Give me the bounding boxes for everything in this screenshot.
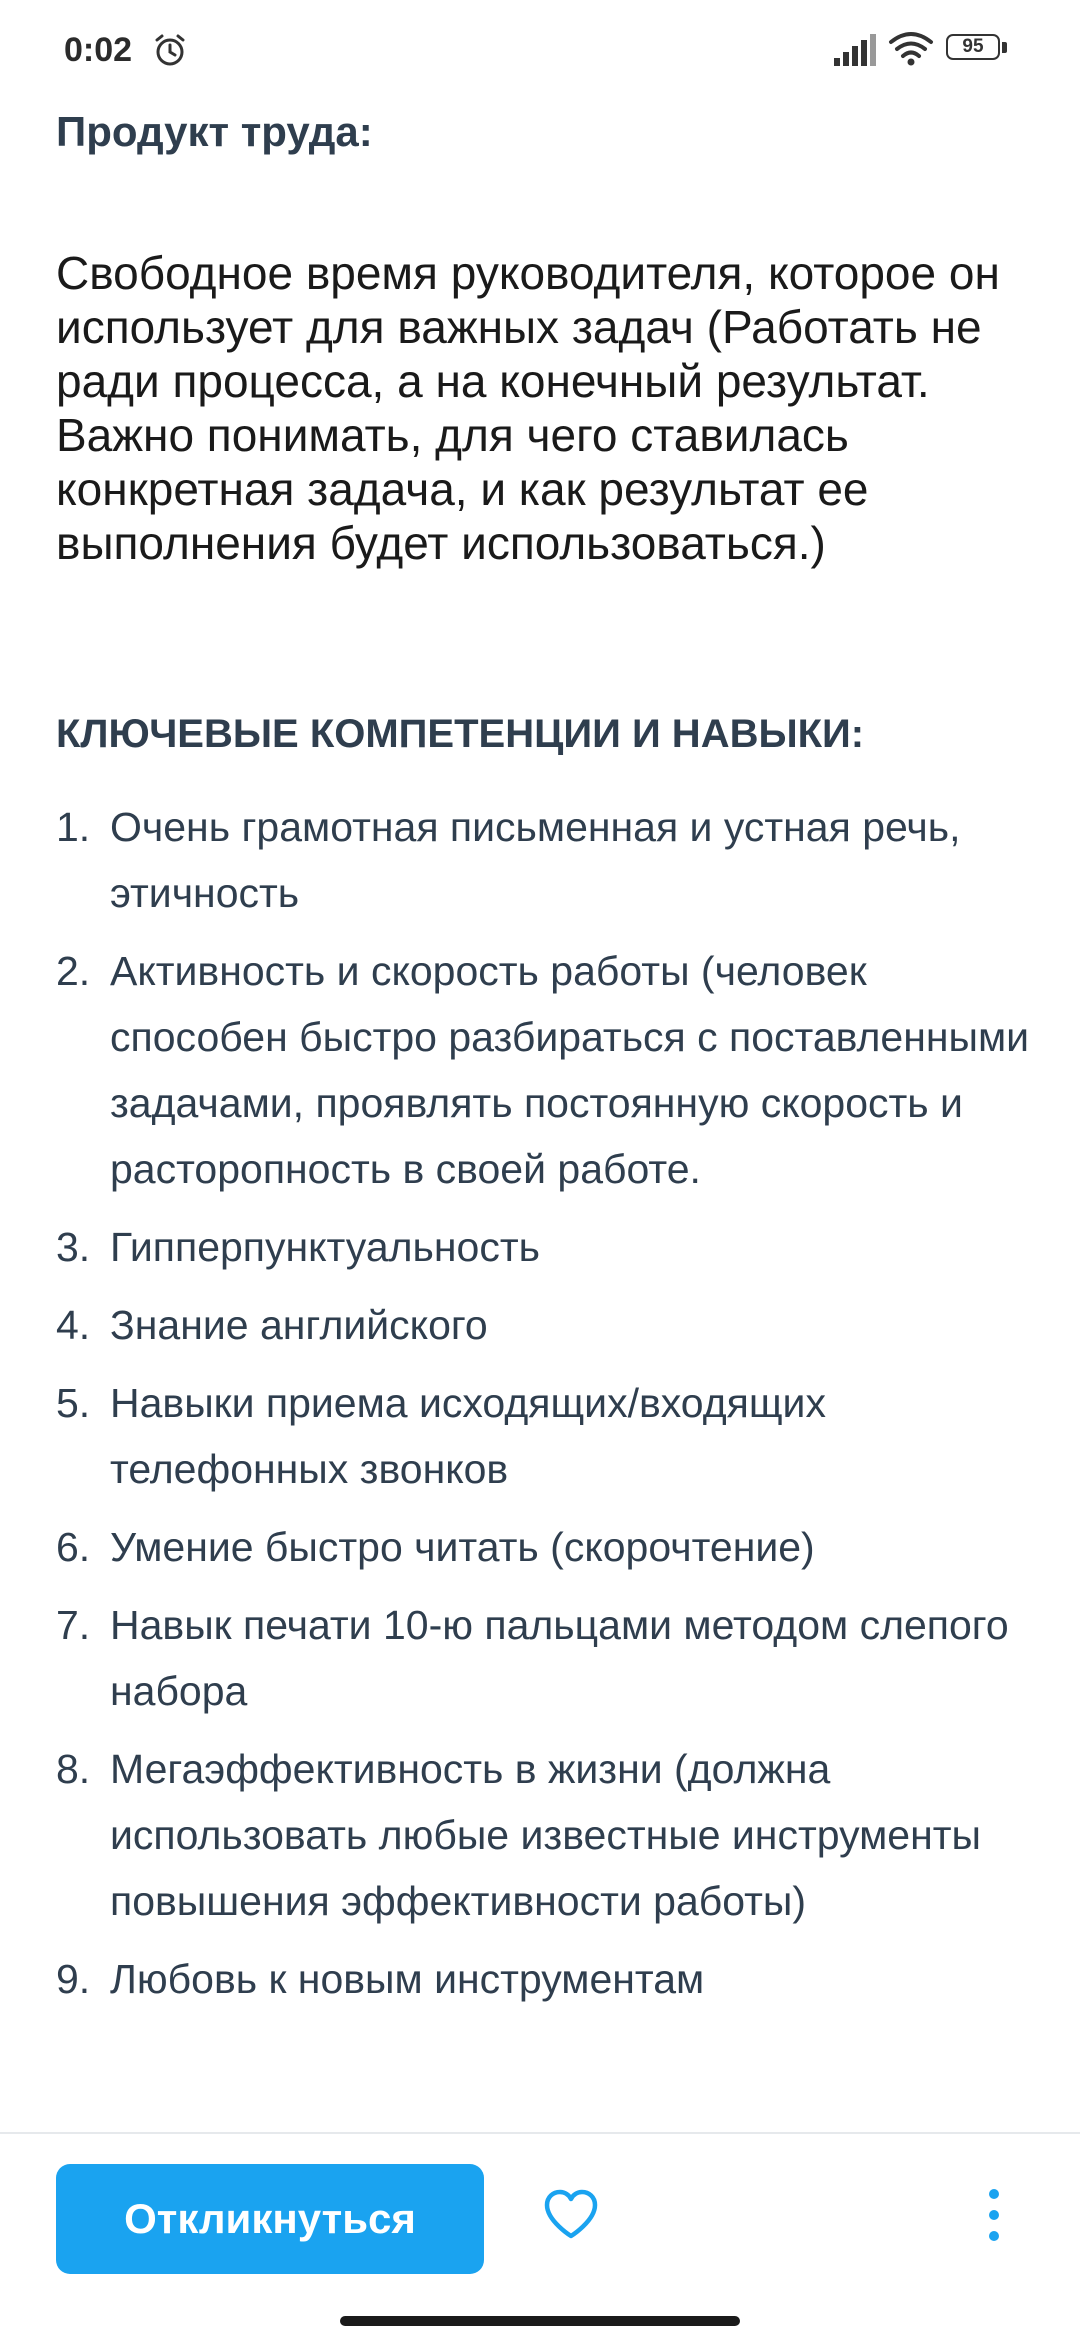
list-item	[56, 1370, 1036, 1502]
list-item-number: 7.	[56, 1602, 91, 1648]
status-time: 0:02	[64, 31, 133, 69]
list-item	[56, 794, 1036, 926]
heart-icon[interactable]	[540, 2184, 602, 2246]
list-item	[56, 1292, 1036, 1358]
list-item	[56, 1514, 1036, 1580]
status-bar	[0, 0, 1080, 100]
list-item-text: Навык печати 10-ю пальцами методом слепого набора	[110, 1602, 1009, 1714]
home-indicator[interactable]	[340, 2316, 740, 2326]
signal-icon	[832, 34, 876, 66]
list-item	[56, 1736, 1036, 1934]
wifi-icon	[888, 30, 934, 66]
respond-button[interactable]: Откликнуться	[56, 2164, 484, 2274]
list-item	[56, 938, 1036, 1202]
list-item-text: Очень грамотная письменная и устная речь, этичность	[110, 804, 961, 916]
list-item-text: Навыки приема исходящих/входящих телефонных звонков	[110, 1380, 826, 1492]
list-item-number: 1.	[56, 804, 91, 850]
list-item-text: Знание английского	[110, 1302, 488, 1348]
list-item-text: Любовь к новым инструментам	[110, 1956, 705, 2002]
list-item-number: 4.	[56, 1302, 91, 1348]
battery-tip	[1002, 42, 1007, 53]
bottom-action-bar	[0, 2132, 1080, 2342]
alarm-icon	[152, 32, 188, 68]
list-item-number: 3.	[56, 1224, 91, 1270]
list-item-number: 6.	[56, 1524, 91, 1570]
list-item-text: Активность и скорость работы (человек способен быстро разбираться с поставленными задачами, проявлять постоянную скорость и расторопность в своей работе.	[110, 948, 1030, 1192]
list-item	[56, 1946, 1036, 2012]
list-item-text: Умение быстро читать (скорочтение)	[110, 1524, 815, 1570]
list-item-number: 2.	[56, 948, 91, 994]
skills-heading: КЛЮЧЕВЫЕ КОМПЕТЕНЦИИ И НАВЫКИ:	[56, 712, 865, 756]
list-item	[56, 1214, 1036, 1280]
product-label: Продукт труда:	[56, 108, 373, 155]
more-vertical-icon[interactable]	[970, 2180, 1018, 2250]
battery-icon	[946, 34, 1008, 64]
product-text: Свободное время руководителя, которое он использует для важных задач (Работать не ради процесса, а на конечный результат. Важно понимать, для чего ставилась конкретная задача, и как результат ее выполнения будет использоваться.)	[56, 247, 1000, 569]
list-item-text: Мегаэффективность в жизни (должна использовать любые известные инструменты повышения эффективности работы)	[110, 1746, 981, 1924]
battery-level: 95	[946, 34, 1000, 60]
list-item-number: 9.	[56, 1956, 91, 2002]
skills-list	[56, 794, 1036, 2024]
list-item-text: Гипперпунктуальность	[110, 1224, 540, 1270]
list-item	[56, 1592, 1036, 1724]
list-item-number: 5.	[56, 1380, 91, 1426]
list-item-number: 8.	[56, 1746, 91, 1792]
